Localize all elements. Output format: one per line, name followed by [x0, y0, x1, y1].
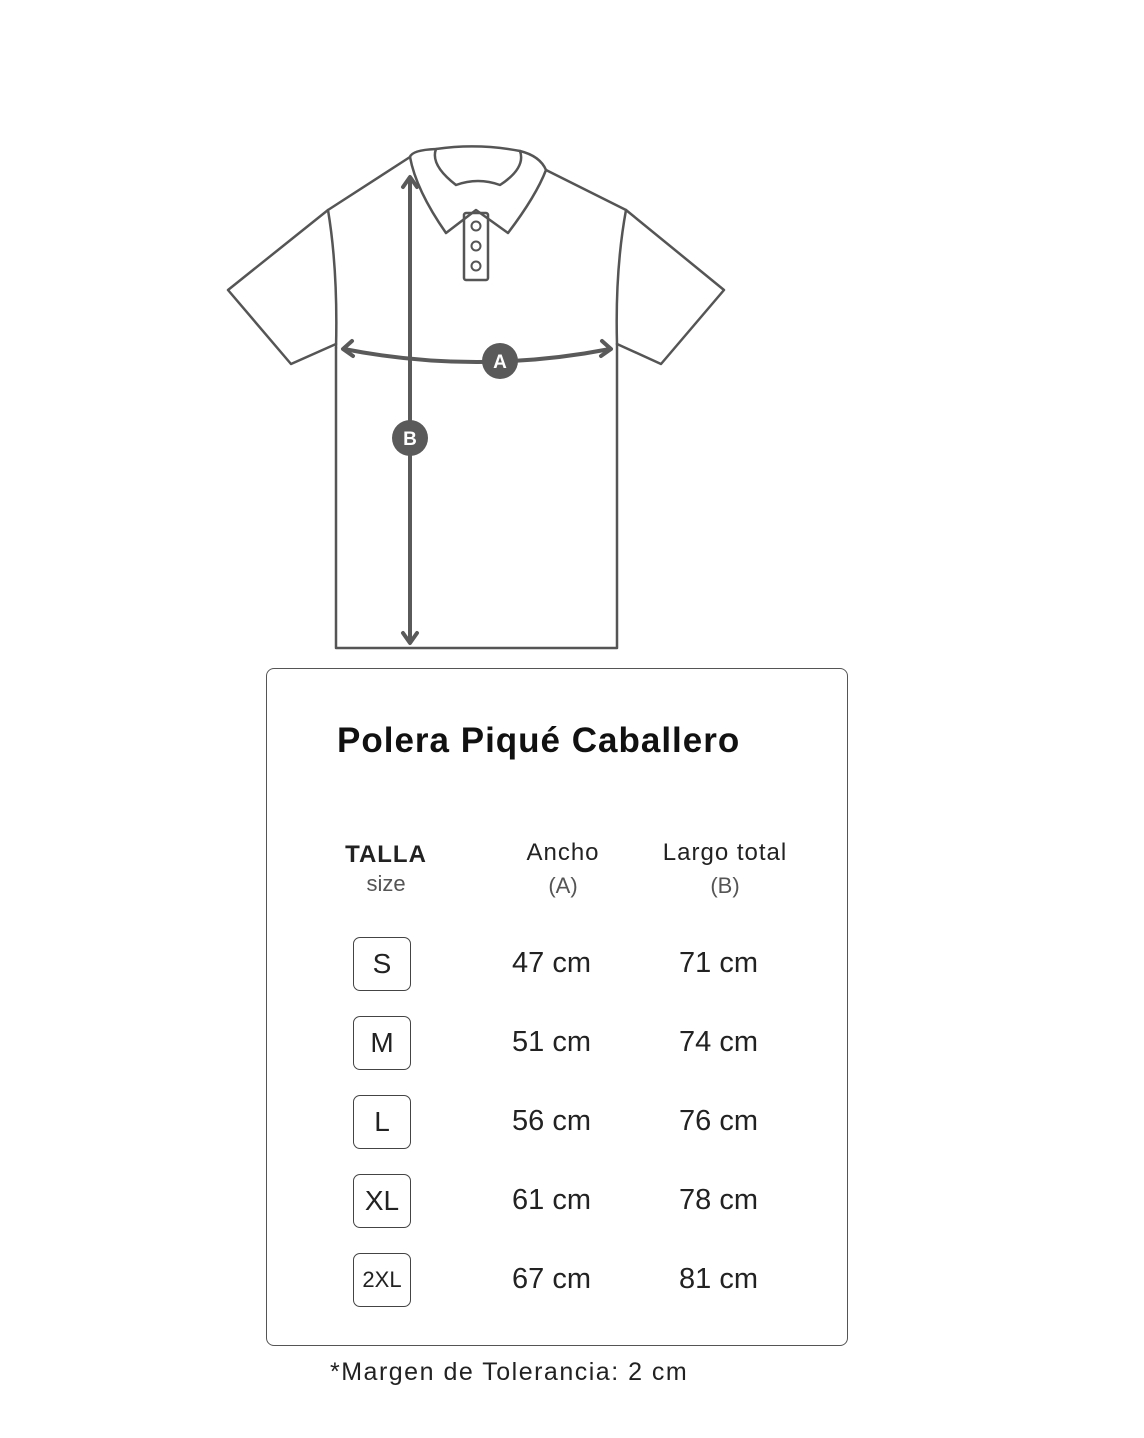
header-size-sublabel: size	[366, 871, 406, 896]
length-value: 76 cm	[679, 1105, 758, 1137]
header-size	[337, 841, 435, 897]
length-value: 74 cm	[679, 1026, 758, 1058]
table-row	[267, 1251, 847, 1330]
width-value: 56 cm	[512, 1105, 591, 1137]
header-width-sublabel: (A)	[548, 873, 578, 898]
header-length-sublabel: (B)	[710, 873, 740, 898]
length-measure-arrow	[403, 177, 417, 643]
header-width-label: Ancho	[526, 839, 600, 866]
chart-title: Polera Piqué Caballero	[337, 721, 741, 760]
table-row	[267, 1172, 847, 1251]
length-value: 71 cm	[679, 947, 758, 979]
size-rows	[267, 935, 847, 1330]
header-size-label: TALLA	[345, 841, 427, 868]
width-value: 47 cm	[512, 947, 591, 979]
width-value: 61 cm	[512, 1184, 591, 1216]
placket-buttons	[472, 222, 481, 271]
size-badge: XL	[353, 1174, 411, 1228]
length-marker	[392, 420, 428, 456]
size-badge: S	[353, 937, 411, 991]
length-value: 81 cm	[679, 1263, 758, 1295]
header-width	[503, 839, 623, 899]
width-measure-arrow	[343, 341, 611, 362]
svg-text:A: A	[493, 352, 507, 373]
width-value: 67 cm	[512, 1263, 591, 1295]
table-row	[267, 1014, 847, 1093]
size-badge: M	[353, 1016, 411, 1070]
header-length-label: Largo total	[662, 839, 788, 866]
polo-shirt-diagram	[0, 0, 1144, 660]
size-badge: L	[353, 1095, 411, 1149]
svg-text:B: B	[403, 429, 417, 450]
size-badge: 2XL	[353, 1253, 411, 1307]
length-value: 78 cm	[679, 1184, 758, 1216]
table-row	[267, 1093, 847, 1172]
header-length	[645, 839, 805, 899]
tolerance-footnote: *Margen de Tolerancia: 2 cm	[330, 1358, 689, 1386]
width-marker	[482, 343, 518, 379]
table-row	[267, 935, 847, 1014]
width-value: 51 cm	[512, 1026, 591, 1058]
size-chart-card	[266, 668, 848, 1346]
